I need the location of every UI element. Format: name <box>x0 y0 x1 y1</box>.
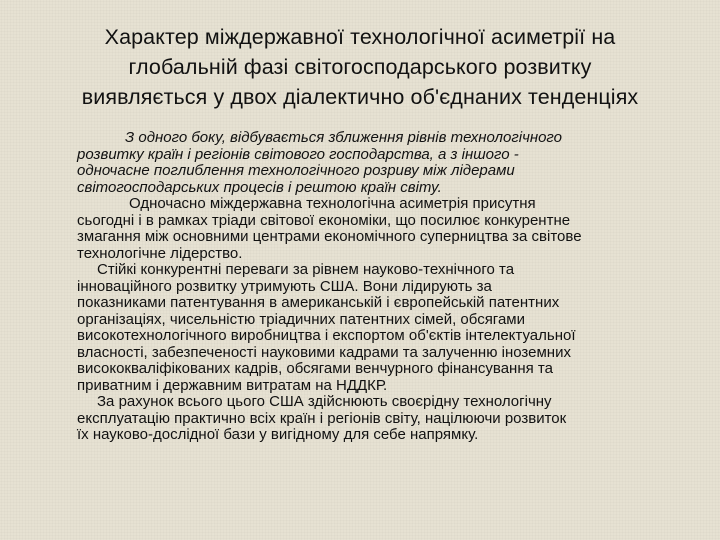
paragraph-line: експлуатацію практично всіх країн і регіонів світу, націлюючи розвиток <box>77 409 567 427</box>
paragraph-triad-asymmetry <box>77 196 687 262</box>
paragraph-line: За рахунок всього цього США здійснюють своєрідну технологічну <box>97 393 552 410</box>
paragraph-line: Стійкі конкурентні переваги за рівнем науково-технічного та <box>97 261 515 278</box>
paragraph-line: З одного боку, відбувається зближення рівнів технологічного <box>125 129 562 146</box>
paragraph-usa-exploitation <box>77 394 687 444</box>
paragraph-line: показниками патентування в американській і європейській патентних <box>77 294 560 311</box>
paragraph-line: змагання між основними центрами економічного суперництва за світове <box>77 228 582 245</box>
title-line: глобальній фазі світогосподарського розвитку <box>128 55 592 79</box>
paragraph-convergence <box>77 130 687 196</box>
paragraph-line: Одночасно міждержавна технологічна асиметрія присутня <box>129 195 536 212</box>
paragraph-line: інноваційного розвитку утримують США. Вони лідирують за <box>77 277 492 295</box>
paragraph-usa-advantages <box>77 262 687 394</box>
paragraph-line: розвитку країн і регіонів світового господарства, а з іншого - <box>77 145 519 163</box>
paragraph-line: їх науково-дослідної бази у вигідному для себе напрямку. <box>77 426 479 443</box>
paragraph-line: приватним і державним витратам на НДДКР. <box>77 376 388 394</box>
title-line: виявляється у двох діалектично об'єднаних тенденціях <box>81 85 639 109</box>
paragraph-line: технологічне лідерство. <box>77 244 243 262</box>
paragraph-line: висококваліфікованих кадрів, обсягами венчурного фінансування та <box>77 360 553 377</box>
slide-body <box>77 130 687 444</box>
paragraph-line: організаціях, чисельністю тріадичних патентних сімей, обсягами <box>77 310 525 328</box>
paragraph-line: високотехнологічного виробництва і експортом об'єктів інтелектуальної <box>77 327 576 344</box>
slide-title <box>20 22 700 112</box>
paragraph-line: власності, забезпеченості науковими кадрами та залученню іноземних <box>77 343 571 361</box>
paragraph-line: одночасне поглиблення технологічного розриву між лідерами <box>77 162 515 179</box>
paragraph-line: сьогодні і в рамках тріади світової економіки, що посилює конкурентне <box>77 211 571 229</box>
title-line: Характер міждержавної технологічної асиметрії на <box>104 25 616 49</box>
paragraph-line: світогосподарських процесів і рештою країн світу. <box>77 178 442 196</box>
